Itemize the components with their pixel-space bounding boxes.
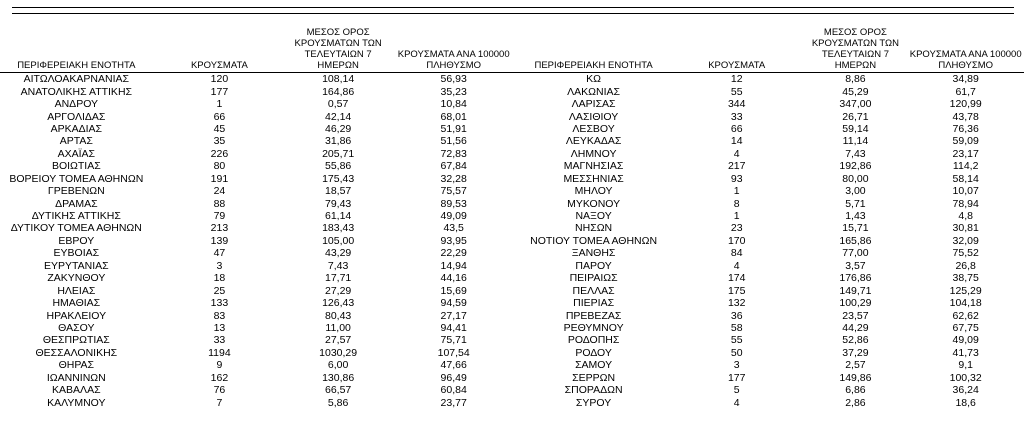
cell-avg7-left: 105,00	[322, 234, 355, 247]
cell-avg7-left: 46,29	[325, 122, 352, 135]
cell-avg7-right: 176,86	[839, 272, 872, 285]
cell-per100k-right: 38,75	[952, 272, 979, 285]
cell-region-right: ΠΙΕΡΙΑΣ	[573, 297, 615, 310]
header-row	[0, 27, 1024, 73]
table-row	[0, 272, 1024, 284]
cell-region-left: ΕΒΡΟΥ	[58, 234, 95, 247]
cell-per100k-left: 32,28	[440, 172, 467, 185]
cell-per100k-left: 68,01	[440, 110, 467, 123]
cell-region-left: ΒΟΡΕΙΟΥ ΤΟΜΕΑ ΑΘΗΝΩΝ	[9, 172, 144, 185]
cell-per100k-right: 58,14	[952, 172, 979, 185]
cell-per100k-right: 49,09	[952, 334, 979, 347]
cell-region-left: ΘΗΡΑΣ	[58, 359, 95, 372]
cell-cases-right: 33	[730, 110, 743, 123]
cell-region-left: ΒΟΙΩΤΙΑΣ	[51, 160, 101, 173]
cell-per100k-left: 23,77	[440, 396, 467, 409]
cell-cases-left: 13	[213, 321, 226, 334]
cell-per100k-left: 49,09	[440, 210, 467, 223]
cell-per100k-right: 62,62	[952, 309, 979, 322]
cell-region-left: ΑΝΔΡΟΥ	[54, 98, 99, 111]
cell-avg7-right: 44,29	[842, 321, 869, 334]
cell-region-left: ΑΡΚΑΔΙΑΣ	[50, 122, 103, 135]
cell-cases-right: 344	[727, 98, 746, 111]
cell-region-left: ΑΧΑΪΑΣ	[57, 147, 96, 160]
cell-cases-right: 8	[733, 197, 740, 210]
cell-avg7-left: 7,43	[327, 259, 349, 272]
cell-cases-left: 79	[213, 210, 226, 223]
cell-avg7-left: 5,86	[327, 396, 349, 409]
cell-region-right: ΠΡΕΒΕΖΑΣ	[565, 309, 622, 322]
cell-avg7-left: 164,86	[322, 85, 355, 98]
cell-per100k-right: 104,18	[949, 297, 982, 310]
cell-per100k-left: 75,71	[440, 334, 467, 347]
table-row	[0, 247, 1024, 259]
cell-cases-right: 4	[733, 147, 740, 160]
header-region-left: ΠΕΡΙΦΕΡΕΙΑΚΗ ΕΝΟΤΗΤΑ	[0, 27, 153, 73]
cell-per100k-left: 14,94	[440, 259, 467, 272]
cell-per100k-right: 23,17	[952, 147, 979, 160]
cell-cases-left: 3	[216, 259, 223, 272]
cell-region-right: ΛΗΜΝΟΥ	[570, 147, 617, 160]
cell-avg7-left: 80,43	[325, 309, 352, 322]
cell-per100k-left: 22,29	[440, 247, 467, 260]
cell-avg7-left: 6,00	[327, 359, 349, 372]
cell-cases-left: 1194	[208, 346, 231, 359]
cell-per100k-right: 32,09	[952, 234, 979, 247]
table-row	[0, 309, 1024, 321]
table-row	[0, 372, 1024, 384]
cell-avg7-left: 31,86	[325, 135, 352, 148]
cell-per100k-left: 72,83	[440, 147, 467, 160]
cell-region-right: ΡΟΔΟΠΗΣ	[567, 334, 620, 347]
table-row	[0, 197, 1024, 209]
cell-avg7-right: 100,29	[839, 297, 872, 310]
cell-cases-left: 177	[210, 85, 229, 98]
cell-per100k-left: 60,84	[440, 384, 467, 397]
table-row	[0, 135, 1024, 147]
cell-avg7-right: 165,86	[839, 234, 872, 247]
cell-avg7-left: 61,14	[325, 210, 352, 223]
cell-region-left: ΕΥΡΥΤΑΝΙΑΣ	[43, 259, 109, 272]
cell-per100k-left: 107,54	[437, 346, 470, 359]
cell-cases-right: 177	[727, 371, 746, 384]
table-row	[0, 284, 1024, 296]
cell-region-right: ΞΑΝΘΗΣ	[571, 247, 616, 260]
cell-cases-right: 66	[730, 122, 743, 135]
cell-per100k-left: 27,17	[440, 309, 467, 322]
cell-avg7-right: 26,71	[842, 110, 869, 123]
cell-cases-left: 9	[216, 359, 223, 372]
cell-cases-left: 162	[210, 371, 229, 384]
header-cases-right: ΚΡΟΥΣΜΑΤΑ	[670, 27, 804, 73]
cell-avg7-right: 7,43	[845, 147, 866, 160]
cell-region-right: ΡΟΔΟΥ	[575, 346, 612, 359]
table-row	[0, 322, 1024, 334]
cell-cases-right: 132	[727, 297, 746, 310]
cell-cases-right: 217	[727, 160, 746, 173]
cell-avg7-left: 43,29	[325, 247, 352, 260]
cell-region-left: ΑΙΤΩΛΟΑΚΑΡΝΑΝΙΑΣ	[23, 73, 129, 86]
cell-cases-right: 5	[733, 384, 740, 397]
cell-region-right: ΣΕΡΡΩΝ	[572, 371, 616, 384]
cell-cases-right: 4	[733, 396, 740, 409]
top-rule-second	[12, 13, 1014, 14]
cell-avg7-left: 42,14	[325, 110, 352, 123]
cell-region-right: ΛΑΣΙΘΙΟΥ	[568, 110, 619, 123]
cell-cases-left: 133	[210, 297, 229, 310]
cell-avg7-right: 80,00	[842, 172, 869, 185]
cell-region-right: ΛΕΣΒΟΥ	[572, 122, 615, 135]
cell-per100k-right: 4,8	[958, 210, 973, 223]
table-row	[0, 123, 1024, 135]
cell-per100k-left: 47,66	[440, 359, 467, 372]
cell-cases-right: 55	[730, 85, 743, 98]
cell-cases-left: 66	[213, 110, 226, 123]
table-body	[0, 73, 1024, 409]
cell-avg7-left: 175,43	[322, 172, 355, 185]
cell-cases-left: 226	[210, 147, 229, 160]
cell-per100k-left: 89,53	[440, 197, 467, 210]
cell-cases-right: 50	[730, 346, 743, 359]
cell-avg7-left: 17,71	[325, 272, 352, 285]
cell-cases-right: 55	[730, 334, 743, 347]
cell-avg7-right: 52,86	[842, 334, 869, 347]
cell-per100k-left: 10,84	[440, 98, 467, 111]
cell-avg7-left: 11,00	[325, 321, 351, 334]
header-avg7-left: ΜΕΣΟΣ ΟΡΟΣ ΚΡΟΥΣΜΑΤΩΝ ΤΩΝ ΤΕΛΕΥΤΑΙΩΝ 7 ΗΜΕΡΩΝ	[286, 27, 390, 73]
header-per100k-right: ΚΡΟΥΣΜΑΤΑ ΑΝΑ 100000 ΠΛΗΘΥΣΜΟ	[907, 27, 1024, 73]
cell-region-right: ΠΑΡΟΥ	[575, 259, 612, 272]
cell-region-left: ΚΑΒΑΛΑΣ	[52, 384, 101, 397]
cell-region-right: ΣΑΜΟΥ	[575, 359, 613, 372]
cell-per100k-left: 15,69	[440, 284, 467, 297]
cell-region-right: ΛΕΥΚΑΔΑΣ	[565, 135, 622, 148]
table-row	[0, 260, 1024, 272]
cell-region-left: ΖΑΚΥΝΘΟΥ	[47, 272, 106, 285]
cell-avg7-left: 130,86	[322, 371, 355, 384]
cell-avg7-left: 108,14	[322, 73, 355, 86]
cell-avg7-right: 3,00	[845, 185, 866, 198]
cell-cases-left: 80	[213, 160, 226, 173]
cell-per100k-right: 59,09	[952, 135, 979, 148]
cell-cases-right: 36	[730, 309, 743, 322]
cell-avg7-right: 11,14	[842, 135, 869, 148]
cell-avg7-right: 347,00	[839, 98, 872, 111]
cell-per100k-left: 67,84	[440, 160, 467, 173]
cell-cases-right: 14	[730, 135, 743, 148]
cell-region-left: ΑΡΤΑΣ	[59, 135, 93, 148]
cell-cases-left: 25	[213, 284, 226, 297]
cell-per100k-left: 56,93	[440, 73, 467, 86]
cell-region-left: ΔΥΤΙΚΟΥ ΤΟΜΕΑ ΑΘΗΝΩΝ	[10, 222, 142, 235]
cell-region-right: ΠΕΙΡΑΙΩΣ	[569, 272, 618, 285]
table-row	[0, 297, 1024, 309]
cell-per100k-left: 44,16	[440, 272, 467, 285]
top-rule	[12, 7, 1014, 8]
cell-avg7-right: 2,86	[845, 396, 866, 409]
cell-avg7-right: 6,86	[845, 384, 866, 397]
cell-region-left: ΗΡΑΚΛΕΙΟΥ	[46, 309, 107, 322]
cell-avg7-left: 183,43	[322, 222, 355, 235]
cell-avg7-right: 1,43	[845, 210, 866, 223]
cell-per100k-right: 30,81	[952, 222, 979, 235]
cell-per100k-left: 35,23	[440, 85, 467, 98]
cell-region-left: ΔΥΤΙΚΗΣ ΑΤΤΙΚΗΣ	[31, 210, 121, 223]
cell-avg7-right: 149,71	[839, 284, 872, 297]
cell-per100k-left: 96,49	[440, 371, 467, 384]
table-row	[0, 110, 1024, 122]
cell-region-right: ΠΕΛΛΑΣ	[572, 284, 615, 297]
cell-cases-right: 175	[727, 284, 746, 297]
cell-region-left: ΑΝΑΤΟΛΙΚΗΣ ΑΤΤΙΚΗΣ	[20, 85, 133, 98]
header-region-right: ΠΕΡΙΦΕΡΕΙΑΚΗ ΕΝΟΤΗΤΑ	[517, 27, 670, 73]
cell-avg7-right: 45,29	[842, 85, 869, 98]
cell-region-left: ΗΜΑΘΙΑΣ	[52, 297, 101, 310]
cell-avg7-right: 149,86	[839, 371, 872, 384]
table-row	[0, 98, 1024, 110]
cell-cases-right: 174	[727, 272, 746, 285]
cell-region-right: ΡΕΘΥΜΝΟΥ	[563, 321, 624, 334]
cell-region-left: ΙΩΑΝΝΙΝΩΝ	[46, 371, 106, 384]
cell-per100k-right: 125,29	[949, 284, 982, 297]
cell-cases-left: 139	[210, 234, 229, 247]
table-row	[0, 334, 1024, 346]
cell-avg7-left: 205,71	[322, 147, 355, 160]
cell-per100k-right: 114,2	[952, 160, 979, 173]
cell-cases-left: 33	[213, 334, 226, 347]
cell-avg7-right: 77,00	[842, 247, 869, 260]
cell-avg7-right: 15,71	[842, 222, 869, 235]
cell-region-right: ΜΥΚΟΝΟΥ	[567, 197, 621, 210]
cell-avg7-left: 66,57	[325, 384, 352, 397]
cell-region-right: ΣΠΟΡΑΔΩΝ	[564, 384, 623, 397]
cell-cases-left: 83	[213, 309, 226, 322]
cell-per100k-left: 51,91	[440, 122, 467, 135]
cell-avg7-right: 3,57	[845, 259, 866, 272]
cell-cases-left: 76	[213, 384, 226, 397]
cell-region-right: ΝΗΣΩΝ	[575, 222, 613, 235]
cell-cases-left: 88	[213, 197, 226, 210]
cell-cases-right: 1	[733, 185, 740, 198]
cell-avg7-right: 37,29	[842, 346, 869, 359]
table-row	[0, 359, 1024, 371]
cell-per100k-right: 67,75	[952, 321, 979, 334]
cell-per100k-right: 76,36	[952, 122, 979, 135]
cell-cases-left: 47	[213, 247, 226, 260]
cell-per100k-left: 94,59	[440, 297, 467, 310]
cell-avg7-right: 5,71	[845, 197, 866, 210]
cell-per100k-right: 43,78	[952, 110, 979, 123]
cell-region-left: ΘΕΣΠΡΩΤΙΑΣ	[42, 334, 110, 347]
header-per100k-left: ΚΡΟΥΣΜΑΤΑ ΑΝΑ 100000 ΠΛΗΘΥΣΜΟ	[390, 27, 517, 73]
cell-region-right: ΜΗΛΟΥ	[574, 185, 613, 198]
cell-cases-left: 35	[213, 135, 226, 148]
cell-region-left: ΘΕΣΣΑΛΟΝΙΚΗΣ	[35, 346, 118, 359]
cell-region-left: ΗΛΕΙΑΣ	[57, 284, 96, 297]
table-row	[0, 210, 1024, 222]
cell-per100k-right: 78,94	[952, 197, 979, 210]
cell-avg7-left: 0,57	[327, 98, 349, 111]
cell-cases-right: 84	[730, 247, 743, 260]
header-cases-left: ΚΡΟΥΣΜΑΤΑ	[153, 27, 287, 73]
cell-avg7-right: 8,86	[845, 73, 866, 86]
cell-per100k-right: 61,7	[955, 85, 976, 98]
cell-cases-right: 3	[733, 359, 740, 372]
cell-avg7-left: 1030,29	[319, 346, 358, 359]
cell-region-left: ΘΑΣΟΥ	[58, 321, 95, 334]
cell-cases-right: 1	[733, 210, 740, 223]
cell-per100k-left: 93,95	[440, 234, 467, 247]
cell-avg7-left: 18,57	[325, 185, 352, 198]
table-row	[0, 384, 1024, 396]
cell-cases-left: 213	[210, 222, 229, 235]
table-row	[0, 148, 1024, 160]
table-row	[0, 222, 1024, 234]
cell-region-right: ΚΩ	[586, 73, 602, 86]
cell-avg7-left: 79,43	[325, 197, 352, 210]
cell-per100k-right: 41,73	[952, 346, 979, 359]
table-row	[0, 85, 1024, 97]
header-avg7-right: ΜΕΣΟΣ ΟΡΟΣ ΚΡΟΥΣΜΑΤΩΝ ΤΩΝ ΤΕΛΕΥΤΑΙΩΝ 7 ΗΜΕΡΩΝ	[803, 27, 907, 73]
cell-avg7-right: 59,14	[842, 122, 869, 135]
table-row	[0, 73, 1024, 86]
cell-cases-left: 18	[213, 272, 226, 285]
cell-region-right: ΛΑΚΩΝΙΑΣ	[567, 85, 621, 98]
cell-per100k-right: 100,32	[949, 371, 982, 384]
cell-per100k-right: 75,52	[952, 247, 979, 260]
table-row	[0, 235, 1024, 247]
cell-avg7-left: 55,86	[325, 160, 352, 173]
cell-region-left: ΓΡΕΒΕΝΩΝ	[47, 185, 105, 198]
cell-avg7-left: 27,29	[325, 284, 352, 297]
cell-cases-left: 45	[213, 122, 226, 135]
cell-avg7-left: 126,43	[322, 297, 355, 310]
cell-region-right: ΜΑΓΝΗΣΙΑΣ	[563, 160, 624, 173]
cell-per100k-right: 36,24	[952, 384, 979, 397]
cell-cases-left: 7	[216, 396, 223, 409]
cell-cases-right: 93	[730, 172, 743, 185]
cell-cases-right: 23	[730, 222, 743, 235]
cell-region-right: ΝΑΞΟΥ	[575, 210, 612, 223]
cell-region-left: ΚΑΛΥΜΝΟΥ	[47, 396, 106, 409]
cell-cases-left: 24	[213, 185, 226, 198]
cell-cases-right: 4	[733, 259, 740, 272]
cell-cases-right: 58	[730, 321, 743, 334]
cell-per100k-left: 43,5	[443, 222, 464, 235]
cell-per100k-right: 120,99	[949, 98, 982, 111]
cell-per100k-right: 26,8	[955, 259, 976, 272]
table-row	[0, 185, 1024, 197]
cell-per100k-left: 75,57	[440, 185, 467, 198]
cell-per100k-left: 94,41	[440, 321, 467, 334]
cell-avg7-right: 23,57	[842, 309, 869, 322]
cell-region-right: ΜΕΣΣΗΝΙΑΣ	[563, 172, 624, 185]
table-row	[0, 347, 1024, 359]
cell-cases-right: 12	[730, 73, 743, 86]
cell-per100k-right: 10,07	[952, 185, 979, 198]
cell-region-right: ΣΥΡΟΥ	[575, 396, 612, 409]
cell-avg7-left: 27,57	[325, 334, 352, 347]
cell-per100k-right: 34,89	[952, 73, 979, 86]
cell-region-left: ΔΡΑΜΑΣ	[55, 197, 98, 210]
cell-cases-right: 170	[727, 234, 746, 247]
cell-avg7-right: 2,57	[845, 359, 866, 372]
table-row	[0, 160, 1024, 172]
cell-per100k-left: 51,56	[440, 135, 467, 148]
cell-per100k-right: 18,6	[955, 396, 976, 409]
covid-cases-table	[0, 27, 1024, 409]
table-row	[0, 173, 1024, 185]
cell-region-right: ΝΟΤΙΟΥ ΤΟΜΕΑ ΑΘΗΝΩΝ	[530, 234, 658, 247]
cell-cases-left: 120	[210, 73, 229, 86]
table-row	[0, 396, 1024, 408]
cell-region-left: ΕΥΒΟΙΑΣ	[53, 247, 100, 260]
cell-region-left: ΑΡΓΟΛΙΔΑΣ	[47, 110, 106, 123]
cell-avg7-right: 192,86	[839, 160, 872, 173]
cell-cases-left: 1	[216, 98, 223, 111]
cell-per100k-right: 9,1	[958, 359, 973, 372]
cell-cases-left: 191	[210, 172, 229, 185]
cell-region-right: ΛΑΡΙΣΑΣ	[571, 98, 616, 111]
